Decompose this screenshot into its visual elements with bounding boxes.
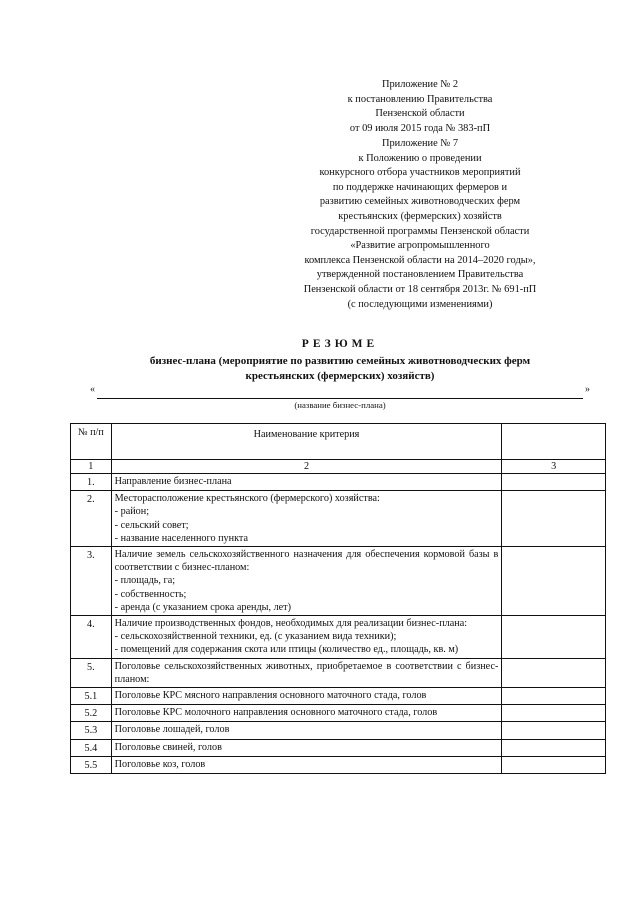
header-criterion: Наименование критерия [111, 424, 502, 460]
subtitle-line: бизнес-плана (мероприятие по развитию семейных животноводческих ферм [149, 355, 531, 367]
column-number: 3 [502, 460, 606, 474]
table-row [71, 739, 606, 756]
criterion-line: Поголовье КРС молочного направления основного маточного стада, голов [114, 707, 438, 719]
table-row [71, 491, 606, 547]
row-value-cell[interactable] [502, 547, 606, 616]
column-number: 2 [111, 460, 502, 474]
table-row [71, 688, 606, 705]
document-subtitle [80, 354, 600, 383]
criterion-line: - аренда (с указанием срока аренды, лет) [114, 601, 292, 613]
appendix-2-header [300, 78, 540, 136]
table-row [71, 722, 606, 739]
criterion-line: - сельский совет; [114, 519, 189, 531]
header-line: утвержденной постановлением Правительства [316, 269, 524, 281]
document-title: РЕЗЮМЕ [301, 338, 379, 350]
row-num: 5.2 [71, 705, 112, 722]
table-row [71, 658, 606, 687]
header-num: № п/п [71, 424, 112, 460]
row-criterion [111, 722, 502, 739]
header-line: Приложение № 2 [381, 79, 459, 90]
row-value-cell[interactable] [502, 474, 606, 491]
criterion-line: Поголовье сельскохозяйственных животных, приобретаемое в соответствии с бизнес-планом: [114, 660, 499, 685]
row-value-cell[interactable] [502, 722, 606, 739]
criterion-line: Наличие производственных фондов, необходимых для реализации бизнес-плана: [114, 618, 468, 630]
row-num: 5.4 [71, 739, 112, 756]
criterion-line: - район; [114, 506, 150, 518]
row-criterion [111, 474, 502, 491]
row-criterion [111, 616, 502, 659]
criterion-line: Наличие земель сельскохозяйственного назначения для обеспечения кормовой базы в соответствии с бизнес-планом: [114, 549, 499, 574]
table-row [71, 756, 606, 773]
row-value-cell[interactable] [502, 658, 606, 687]
criterion-line: - помещений для содержания скота или птицы (количество ед., площадь, кв. м) [114, 644, 459, 656]
criterion-line: Направление бизнес-плана [114, 476, 232, 487]
header-line: комплекса Пензенской области на 2014–2020 годы», [304, 254, 536, 266]
header-line: государственной программы Пензенской области [310, 225, 530, 237]
table-row [71, 547, 606, 616]
row-num: 5.3 [71, 722, 112, 739]
header-line: к Положению о проведении [358, 152, 482, 164]
row-value-cell[interactable] [502, 616, 606, 659]
open-quote: « [90, 384, 95, 395]
header-line: «Развитие агропромышленного [350, 240, 490, 252]
column-number-row [71, 460, 606, 474]
criterion-line: Поголовье коз, голов [114, 758, 206, 770]
criterion-line: Поголовье КРС мясного направления основного маточного стада, голов [114, 690, 427, 702]
criterion-line: Поголовье свиней, голов [114, 741, 222, 753]
row-value-cell[interactable] [502, 491, 606, 547]
criterion-line: - площадь, га; [114, 575, 176, 587]
table-header-row [71, 424, 606, 460]
table-row [71, 616, 606, 659]
criterion-line: - сельскохозяйственной техники, ед. (с указанием вида техники); [114, 631, 397, 643]
name-caption: (название бизнес-плана) [294, 400, 386, 410]
row-criterion [111, 688, 502, 705]
row-num: 5.5 [71, 756, 112, 773]
row-criterion [111, 491, 502, 547]
table-row [71, 705, 606, 722]
header-line: Пензенской области от 18 сентября 2013г. № 691-пП [303, 283, 537, 295]
header-line: Приложение № 7 [381, 138, 459, 149]
criterion-line: Поголовье лошадей, голов [114, 724, 230, 736]
table-row [71, 474, 606, 491]
header-line: развитию семейных животноводческих ферм [319, 196, 521, 208]
header-line: Пензенской области [375, 108, 465, 120]
row-value-cell[interactable] [502, 688, 606, 705]
row-num: 2. [71, 491, 112, 547]
row-criterion [111, 739, 502, 756]
close-quote: » [585, 384, 590, 395]
row-criterion [111, 658, 502, 687]
header-line: конкурсного отбора участников мероприятий [319, 167, 521, 179]
header-line: к постановлению Правительства [347, 93, 493, 105]
row-value-cell[interactable] [502, 705, 606, 722]
row-criterion [111, 705, 502, 722]
header-value [502, 424, 606, 460]
row-num: 1. [71, 474, 112, 491]
row-criterion [111, 756, 502, 773]
row-num: 5.1 [71, 688, 112, 705]
header-line: (с последующими изменениями) [347, 298, 493, 310]
header-line: по поддержке начинающих фермеров и [332, 181, 508, 193]
header-line: от 09 июля 2015 года № 383-пП [349, 122, 491, 134]
column-number: 1 [71, 460, 112, 474]
criterion-line: - собственность; [114, 588, 187, 600]
row-num: 4. [71, 616, 112, 659]
name-underline [97, 398, 583, 399]
criterion-line: - название населенного пункта [114, 532, 248, 544]
header-line: крестьянских (фермерских) хозяйств [338, 210, 502, 222]
row-num: 5. [71, 658, 112, 687]
criterion-line: Месторасположение крестьянского (фермерского) хозяйства: [114, 493, 380, 505]
row-value-cell[interactable] [502, 756, 606, 773]
subtitle-line: крестьянских (фермерских) хозяйств) [245, 369, 435, 382]
row-criterion [111, 547, 502, 616]
appendix-7-header [300, 137, 540, 312]
criteria-table [70, 423, 606, 774]
row-value-cell[interactable] [502, 739, 606, 756]
row-num: 3. [71, 547, 112, 616]
